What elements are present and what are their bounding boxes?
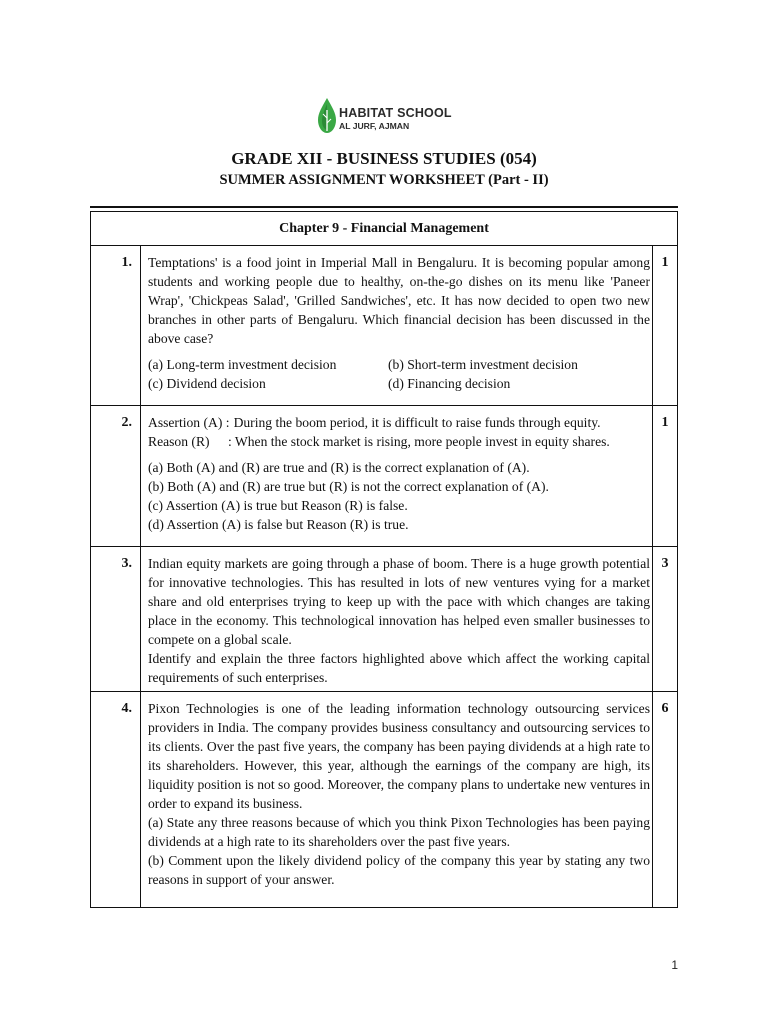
option-d: (d) Assertion (A) is false but Reason (R) is true.: [148, 517, 409, 532]
chapter-heading: Chapter 9 - Financial Management: [91, 212, 677, 246]
question-number: 1.: [91, 246, 141, 405]
question-number: 2.: [91, 406, 141, 546]
question-body: [148, 699, 650, 889]
question-marks: 6: [652, 692, 677, 907]
question-text: Temptations' is a food joint in Imperial Mall in Bengaluru. It is becoming popular among students and working people due to healthy, on-the-go dishes on its menu like 'Paneer Wrap', 'Chickpeas Salad', 'Grilled Sandwiches', etc. It has now decided to open two new branches in other parts of Bengaluru. Which financial decision has been discussed in the above case?: [148, 255, 650, 346]
question-marks: 3: [652, 547, 677, 691]
option-d: (d) Financing decision: [388, 376, 511, 391]
page-number: 1: [671, 958, 678, 972]
school-logo: [317, 98, 467, 136]
option-c: (c) Assertion (A) is true but Reason (R) is false.: [148, 498, 408, 513]
reason-label: Reason (R): [148, 434, 210, 449]
assertion-label: Assertion (A) :: [148, 415, 230, 430]
page-title: GRADE XII - BUSINESS STUDIES (054): [231, 149, 537, 168]
question-marks: 1: [652, 246, 677, 405]
options-list: [148, 355, 650, 393]
reason-text: : When the stock market is rising, more people invest in equity shares.: [228, 434, 610, 449]
question-row-3: [91, 547, 677, 692]
question-part-a: (a) State any three reasons because of which you think Pixon Technologies has been paying dividends at a high rate to its shareholders over the past five years.: [148, 815, 650, 849]
option-b: (b) Short-term investment decision: [388, 357, 578, 372]
option-c: (c) Dividend decision: [148, 376, 266, 391]
school-location: AL JURF, AJMAN: [339, 121, 410, 131]
question-marks: 1: [652, 406, 677, 546]
question-number: 4.: [91, 692, 141, 907]
question-table: [90, 211, 678, 908]
option-a: (a) Long-term investment decision: [148, 357, 337, 372]
question-body: [148, 253, 650, 393]
question-row-4: [91, 692, 677, 907]
assertion-line: [148, 413, 650, 432]
question-part-b: (b) Comment upon the likely dividend policy of the company this year by stating any two reasons in support of your answer.: [148, 853, 650, 887]
question-body: [148, 554, 650, 687]
leaf-drop-logo-icon: [317, 98, 337, 134]
reason-line: [148, 432, 650, 451]
question-number: 3.: [91, 547, 141, 691]
question-row-1: [91, 246, 677, 406]
option-a: (a) Both (A) and (R) are true and (R) is the correct explanation of (A).: [148, 460, 530, 475]
school-name: HABITAT SCHOOL: [339, 106, 452, 120]
question-task: Identify and explain the three factors highlighted above which affect the working capital requirements of such enterprises.: [148, 651, 650, 685]
options-list: [148, 458, 650, 534]
option-b: (b) Both (A) and (R) are true but (R) is not the correct explanation of (A).: [148, 479, 549, 494]
question-body: [148, 413, 650, 534]
question-text: Indian equity markets are going through a phase of boom. There is a huge growth potential for innovative technologies. This has resulted in lots of new ventures vying for a market share and old enterprises trying to keep up with the pace with which changes are taking place in the economy. This technological innovation has helped even smaller businesses to compete on a global scale.: [148, 556, 650, 647]
question-row-2: [91, 406, 677, 547]
assertion-text: During the boom period, it is difficult to raise funds through equity.: [233, 415, 601, 430]
header-divider: [90, 206, 678, 208]
question-text: Pixon Technologies is one of the leading information technology outsourcing services providers in India. The company provides business consultancy and outsourcing services to its clients. Over the past five years, the company has been paying dividends at a high rate to its shareholders. However, this year, although the earnings of the company are high, its liquidity position is not so good. Moreover, the company plans to undertake new ventures in order to expand its business.: [148, 701, 650, 811]
page-subtitle: SUMMER ASSIGNMENT WORKSHEET (Part - II): [219, 172, 549, 188]
